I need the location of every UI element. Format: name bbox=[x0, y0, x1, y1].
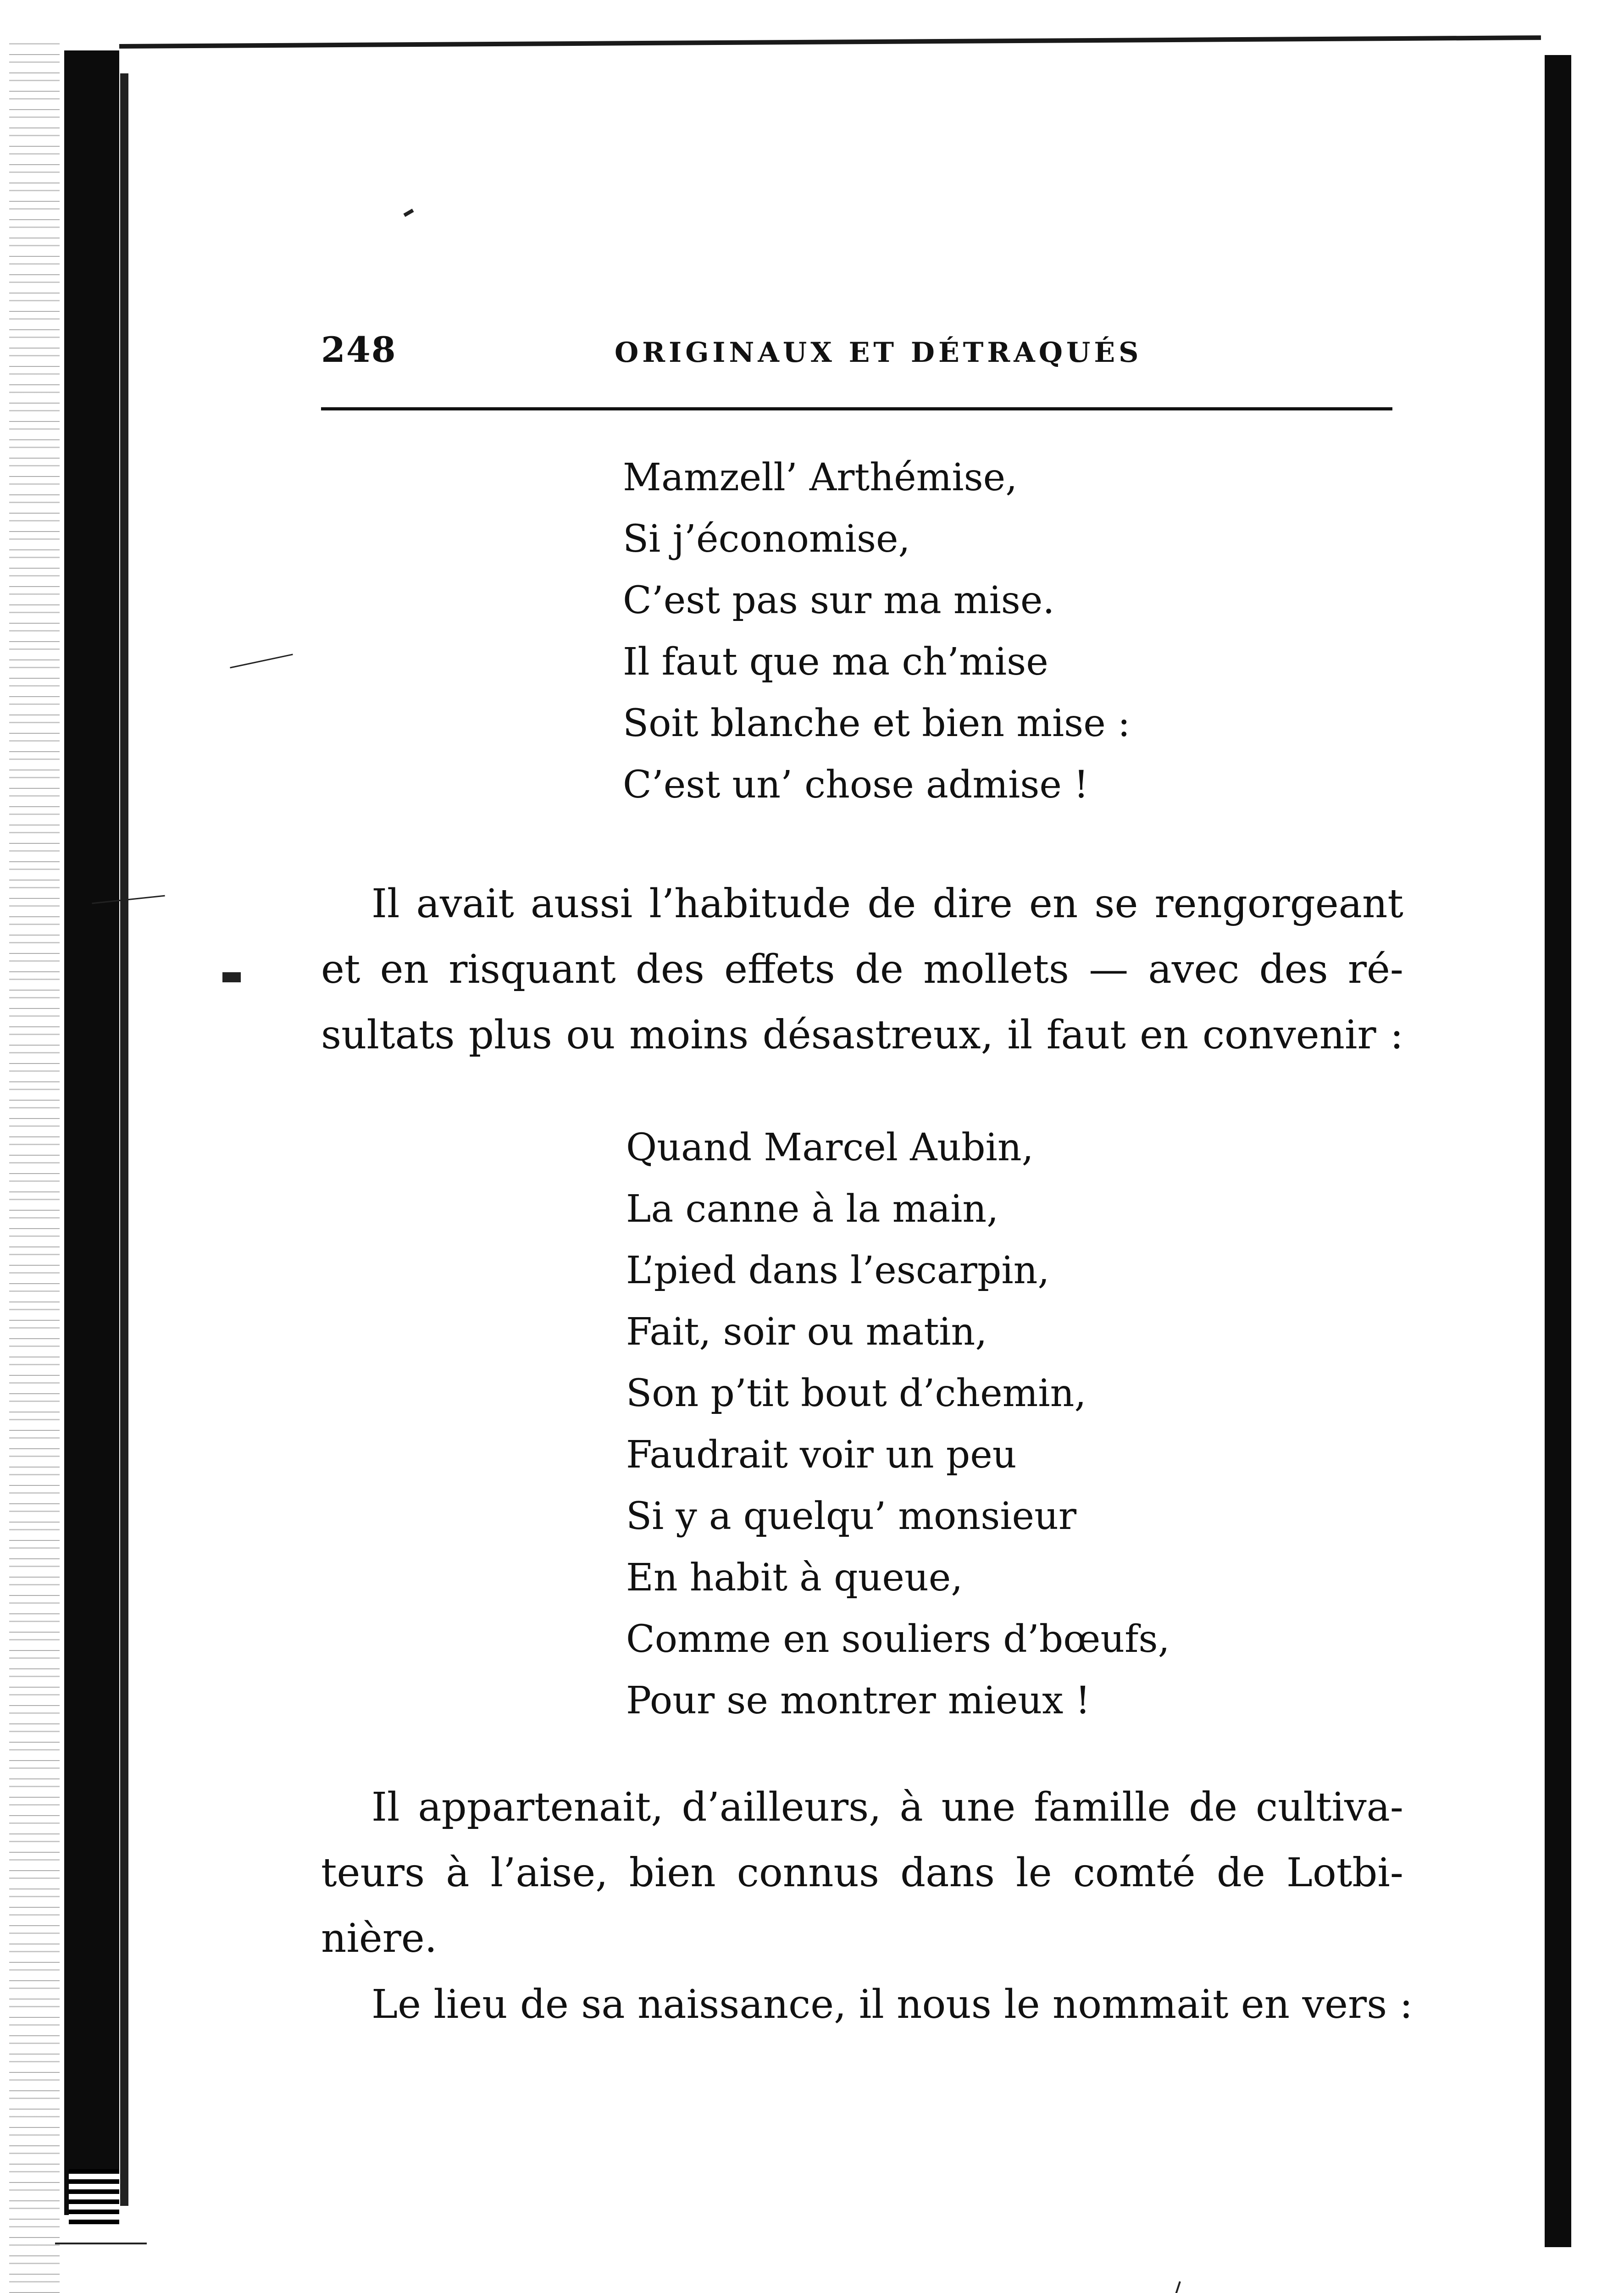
scan-edge-left-inner bbox=[120, 73, 128, 2206]
scan-bars-bottom-left bbox=[69, 2169, 119, 2224]
scan-edge-left bbox=[64, 50, 119, 2215]
verse-line: Faudrait voir un peu bbox=[626, 1433, 1017, 1477]
paragraph-naissance bbox=[321, 1972, 1413, 2038]
paragraph-line: teurs à l’aise, bien connus dans le comté de Lotbi- bbox=[321, 1850, 1403, 1896]
paragraph-line: et en risquant des effets de mollets — avec des ré- bbox=[321, 947, 1403, 992]
verse-line: C’est pas sur ma mise. bbox=[623, 579, 1055, 622]
paragraph-line: sultats plus ou moins désastreux, il faut en convenir : bbox=[321, 1012, 1403, 1058]
scan-speck bbox=[55, 2243, 147, 2244]
verse-line: En habit à queue, bbox=[626, 1556, 963, 1600]
paragraph-line: Il avait aussi l’habitude de dire en se rengorgeant bbox=[371, 881, 1403, 927]
paragraph-famille bbox=[321, 1775, 1403, 1972]
running-title: ORIGINAUX ET DÉTRAQUÉS bbox=[615, 337, 1142, 369]
verse-line: C’est un’ chose admise ! bbox=[623, 763, 1089, 807]
paragraph-line: Il appartenait, d’ailleurs, à une famille de cultiva- bbox=[371, 1784, 1403, 1830]
running-head bbox=[321, 321, 1390, 371]
paragraph-line: nière. bbox=[321, 1916, 438, 1961]
verse-marcel-aubin bbox=[626, 1117, 1170, 1732]
verse-line: Si y a quelqu’ monsieur bbox=[626, 1495, 1077, 1538]
verse-line: Quand Marcel Aubin, bbox=[626, 1126, 1034, 1169]
scan-edge-top bbox=[119, 35, 1541, 49]
scan-edge-right bbox=[1545, 55, 1571, 2247]
scan-speck bbox=[230, 654, 293, 668]
verse-line: Pour se montrer mieux ! bbox=[626, 1679, 1091, 1723]
verse-line: Comme en souliers d’bœufs, bbox=[626, 1617, 1170, 1661]
verse-line: L’pied dans l’escarpin, bbox=[626, 1249, 1050, 1292]
header-rule bbox=[321, 407, 1392, 410]
paragraph-line: Le lieu de sa naissance, il nous le nommait en vers : bbox=[371, 1982, 1413, 2027]
verse-line: Fait, soir ou matin, bbox=[626, 1310, 987, 1354]
paragraph-habitude bbox=[321, 871, 1403, 1068]
verse-line: Son p’tit bout d’chemin, bbox=[626, 1372, 1086, 1415]
scan-speck bbox=[222, 972, 241, 982]
scan-noise-left bbox=[9, 37, 60, 2293]
verse-line: Mamzell’ Arthémise, bbox=[623, 456, 1018, 499]
scan-speck bbox=[1151, 2281, 1181, 2293]
scan-speck bbox=[403, 209, 414, 217]
page-number: 248 bbox=[321, 329, 397, 370]
verse-line: Si j’économise, bbox=[623, 517, 910, 561]
verse-line: La canne à la main, bbox=[626, 1187, 999, 1231]
verse-line: Soit blanche et bien mise : bbox=[623, 702, 1131, 745]
verse-arthemise bbox=[623, 447, 1130, 816]
verse-line: Il faut que ma ch’mise bbox=[623, 640, 1048, 684]
